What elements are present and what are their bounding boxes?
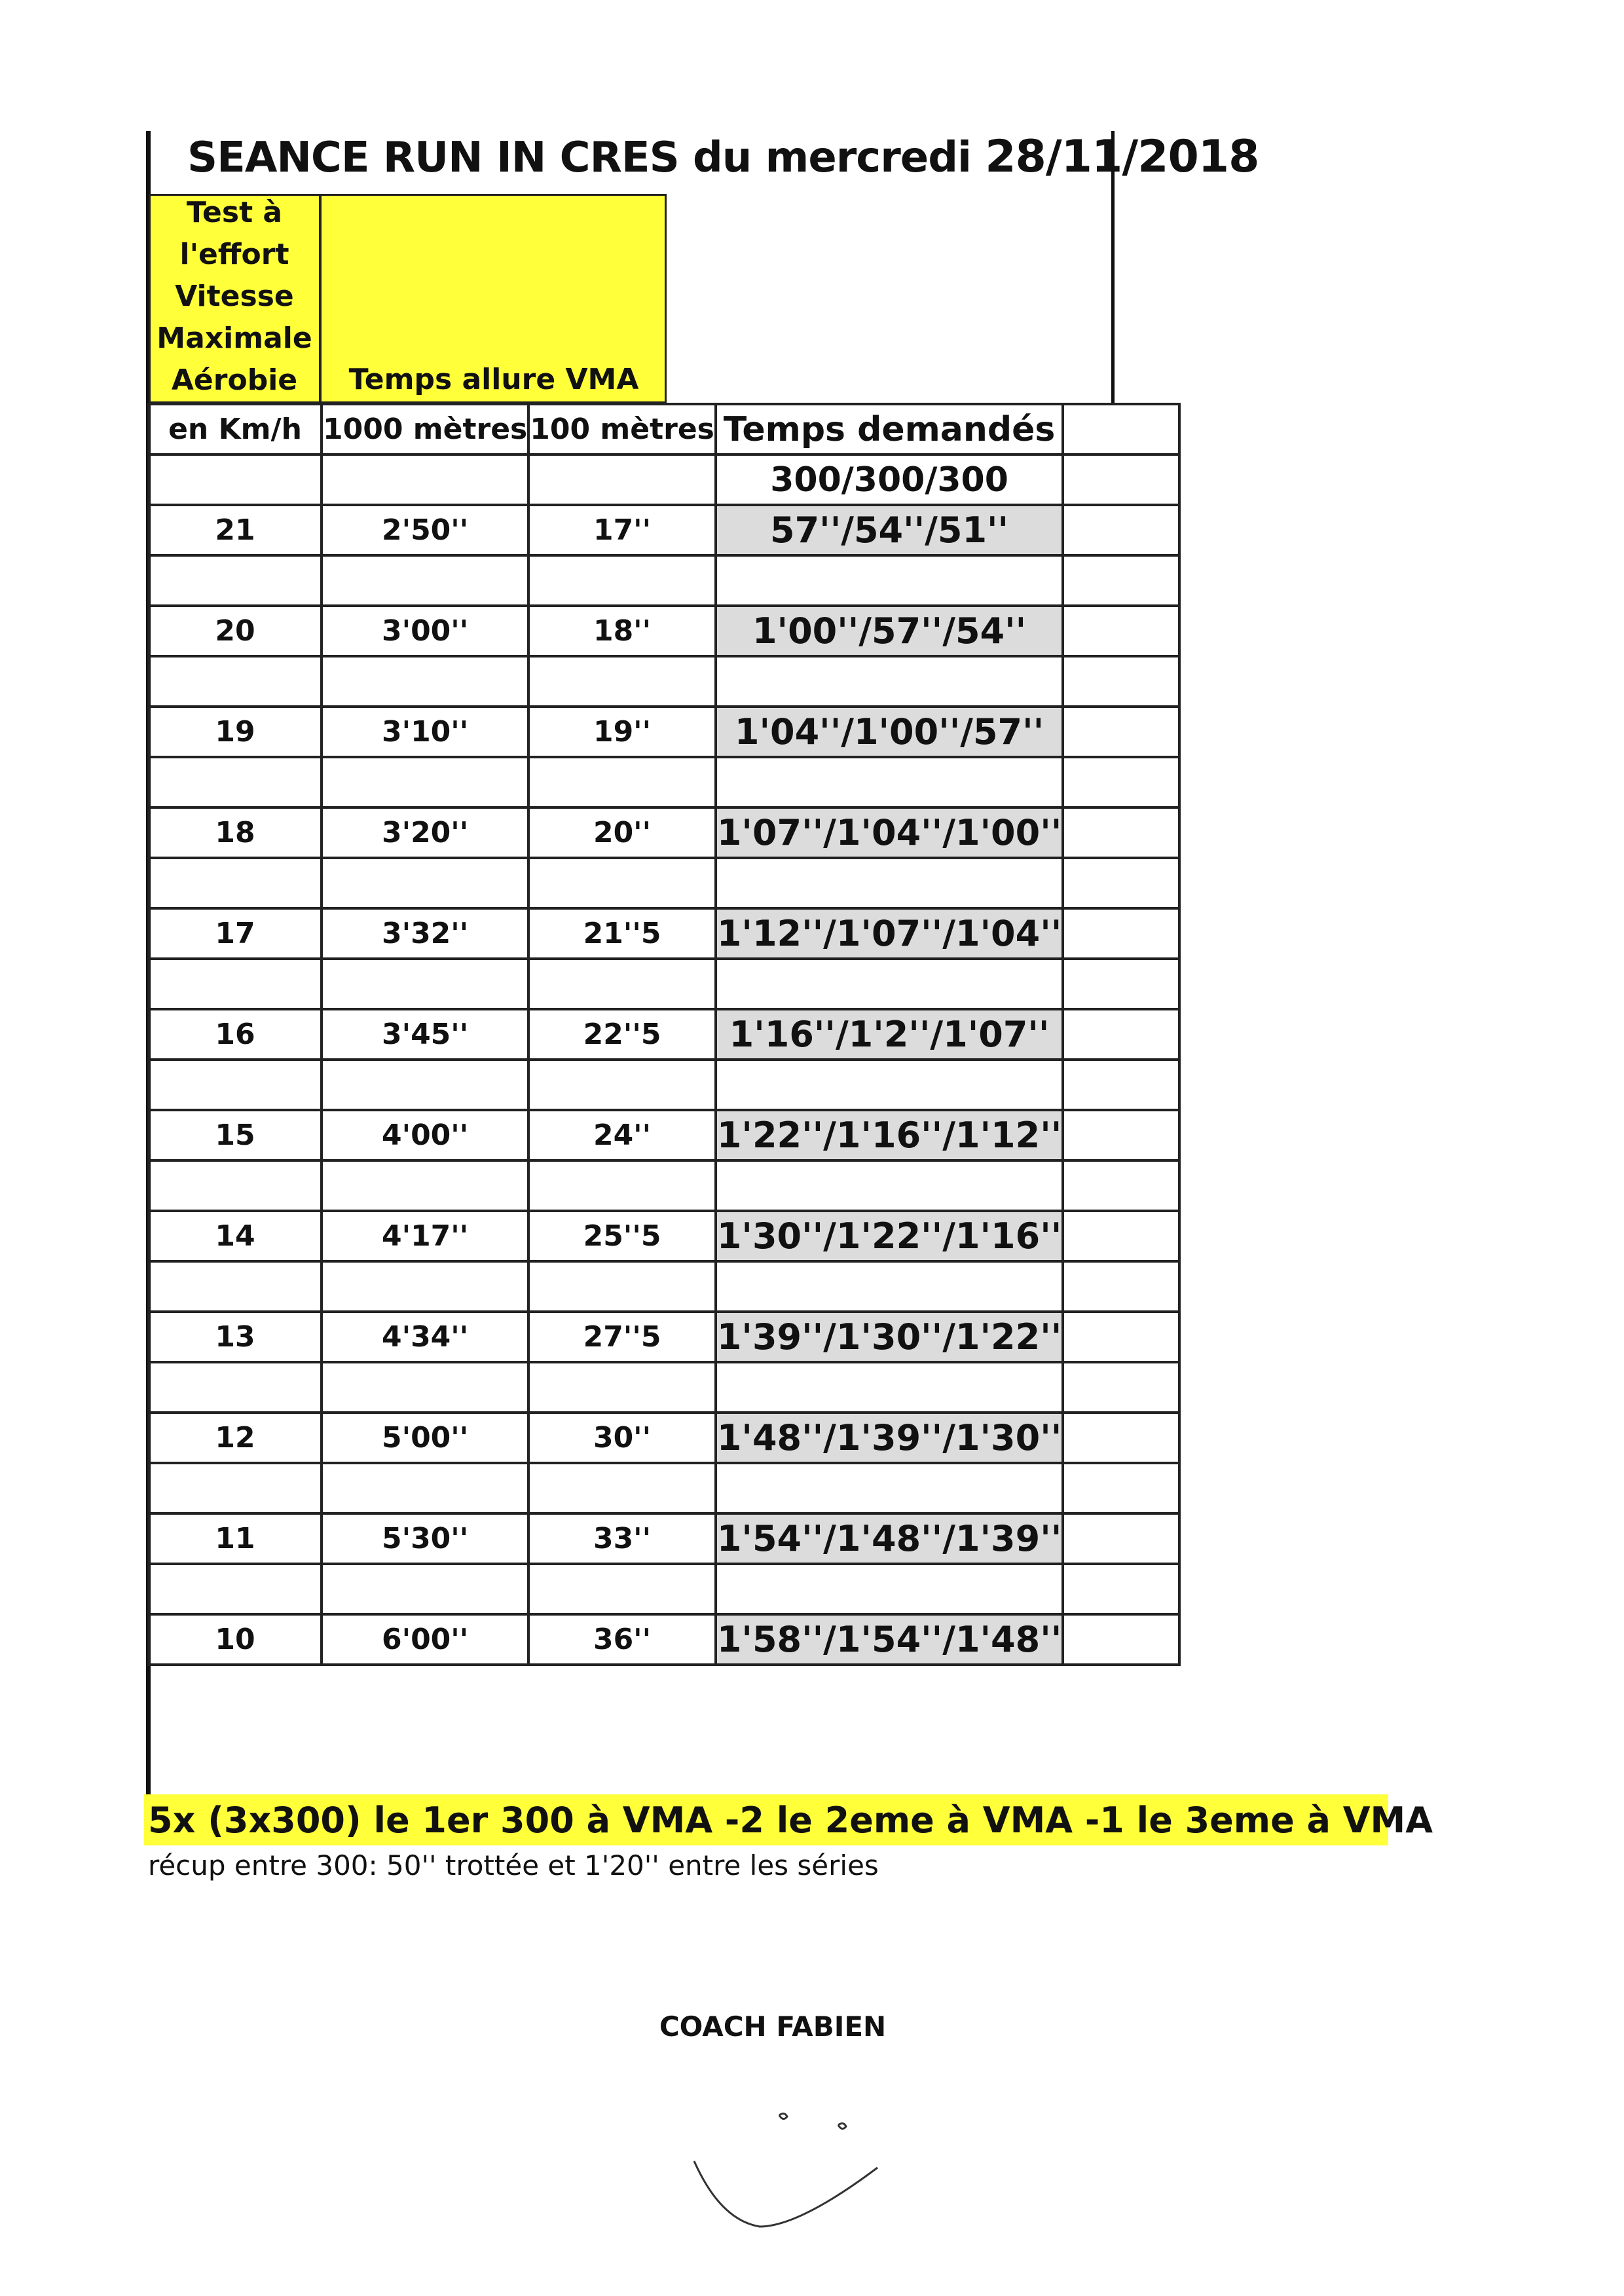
empty-cell <box>1063 858 1179 908</box>
empty-cell <box>1063 1160 1179 1211</box>
header-required-times: Temps demandés <box>716 404 1063 454</box>
speed-cell: 12 <box>149 1413 322 1463</box>
required-times-cell: 1'54''/1'48''/1'39'' <box>716 1513 1063 1564</box>
header-line: l'effort <box>179 238 289 271</box>
table-row <box>149 908 1179 959</box>
table-row <box>149 1312 1179 1362</box>
spacer-row <box>149 1060 1179 1110</box>
header-speed: en Km/h <box>149 404 322 454</box>
required-times-cell: 1'39''/1'30''/1'22'' <box>716 1312 1063 1362</box>
spacer-row <box>149 858 1179 908</box>
table-row <box>149 1513 1179 1564</box>
speed-cell: 17 <box>149 908 322 959</box>
spacer-row <box>149 1261 1179 1312</box>
speed-cell: 19 <box>149 707 322 757</box>
empty-cell <box>322 959 528 1009</box>
pace-1000m-cell: 3'10'' <box>322 707 528 757</box>
header-line: Aérobie <box>171 363 298 397</box>
empty-cell <box>716 858 1063 908</box>
empty-cell <box>528 757 716 807</box>
empty-cell <box>149 858 322 908</box>
empty-cell <box>1063 555 1179 606</box>
spacer-row <box>149 1564 1179 1614</box>
subheader-cell <box>528 454 716 505</box>
extra-cell <box>1063 606 1179 656</box>
empty-cell <box>322 757 528 807</box>
empty-cell <box>528 1463 716 1513</box>
header-line: Maximale <box>157 322 312 355</box>
empty-cell <box>716 1261 1063 1312</box>
pace-1000m-cell: 6'00'' <box>322 1614 528 1665</box>
coach-signature-name: COACH FABIEN <box>659 2010 887 2043</box>
empty-cell <box>528 1060 716 1110</box>
pace-100m-cell: 19'' <box>528 707 716 757</box>
spacer-row <box>149 656 1179 707</box>
speed-cell: 14 <box>149 1211 322 1261</box>
pace-100m-cell: 20'' <box>528 807 716 858</box>
pace-100m-cell: 30'' <box>528 1413 716 1463</box>
empty-cell <box>716 1564 1063 1614</box>
speed-cell: 21 <box>149 505 322 555</box>
recovery-note: récup entre 300: 50'' trottée et 1'20'' entre les séries <box>148 1849 879 1881</box>
table-header-row <box>149 404 1179 454</box>
empty-cell <box>528 1160 716 1211</box>
empty-cell <box>1063 1463 1179 1513</box>
empty-cell <box>528 959 716 1009</box>
page-title <box>187 131 1259 187</box>
required-times-cell: 1'58''/1'54''/1'48'' <box>716 1614 1063 1665</box>
empty-cell <box>149 1261 322 1312</box>
table-subheader-row <box>149 454 1179 505</box>
empty-cell <box>528 1261 716 1312</box>
required-times-cell: 1'30''/1'22''/1'16'' <box>716 1211 1063 1261</box>
empty-cell <box>1063 1564 1179 1614</box>
subheader-distances: 300/300/300 <box>716 454 1063 505</box>
empty-cell <box>716 1160 1063 1211</box>
empty-cell <box>322 1564 528 1614</box>
extra-cell <box>1063 1413 1179 1463</box>
pace-100m-cell: 22''5 <box>528 1009 716 1060</box>
empty-cell <box>528 858 716 908</box>
empty-cell <box>149 555 322 606</box>
table-row <box>149 1614 1179 1665</box>
speed-cell: 16 <box>149 1009 322 1060</box>
pace-100m-cell: 33'' <box>528 1513 716 1564</box>
header-line: Vitesse <box>175 280 294 313</box>
extra-cell <box>1063 1614 1179 1665</box>
empty-cell <box>322 1362 528 1413</box>
empty-cell <box>322 555 528 606</box>
pace-100m-cell: 24'' <box>528 1110 716 1160</box>
empty-cell <box>716 1362 1063 1413</box>
empty-cell <box>1063 656 1179 707</box>
empty-cell <box>322 1463 528 1513</box>
empty-cell <box>322 858 528 908</box>
pace-1000m-cell: 2'50'' <box>322 505 528 555</box>
spacer-row <box>149 1362 1179 1413</box>
subheader-cell <box>322 454 528 505</box>
empty-cell <box>149 1362 322 1413</box>
empty-cell <box>528 1362 716 1413</box>
empty-cell <box>716 757 1063 807</box>
empty-cell <box>1063 1060 1179 1110</box>
required-times-cell: 57''/54''/51'' <box>716 505 1063 555</box>
session-instruction: 5x (3x300) le 1er 300 à VMA -2 le 2eme à VMA -1 le 3eme à VMA <box>148 1800 1433 1841</box>
empty-cell <box>322 656 528 707</box>
handwritten-signature <box>681 2102 917 2246</box>
extra-cell <box>1063 505 1179 555</box>
empty-cell <box>149 1463 322 1513</box>
pace-1000m-cell: 3'32'' <box>322 908 528 959</box>
pace-100m-cell: 18'' <box>528 606 716 656</box>
extra-cell <box>1063 1211 1179 1261</box>
speed-cell: 20 <box>149 606 322 656</box>
empty-cell <box>528 656 716 707</box>
empty-cell <box>716 1060 1063 1110</box>
table-row <box>149 807 1179 858</box>
pace-100m-cell: 17'' <box>528 505 716 555</box>
spacer-row <box>149 959 1179 1009</box>
extra-cell <box>1063 1513 1179 1564</box>
speed-cell: 10 <box>149 1614 322 1665</box>
empty-cell <box>322 1060 528 1110</box>
table-row <box>149 1009 1179 1060</box>
empty-cell <box>1063 1261 1179 1312</box>
speed-cell: 11 <box>149 1513 322 1564</box>
empty-cell <box>528 1564 716 1614</box>
required-times-cell: 1'22''/1'16''/1'12'' <box>716 1110 1063 1160</box>
pace-1000m-cell: 3'00'' <box>322 606 528 656</box>
empty-cell <box>1063 959 1179 1009</box>
table-row <box>149 1110 1179 1160</box>
extra-cell <box>1063 807 1179 858</box>
empty-cell <box>716 1463 1063 1513</box>
header-1000m: 1000 mètres <box>322 404 528 454</box>
pace-100m-cell: 36'' <box>528 1614 716 1665</box>
pace-1000m-cell: 4'00'' <box>322 1110 528 1160</box>
spacer-row <box>149 1160 1179 1211</box>
empty-cell <box>322 1160 528 1211</box>
empty-cell <box>528 555 716 606</box>
table-row <box>149 707 1179 757</box>
table-row <box>149 1211 1179 1261</box>
header-100m: 100 mètres <box>528 404 716 454</box>
pace-1000m-cell: 5'30'' <box>322 1513 528 1564</box>
empty-cell <box>149 1060 322 1110</box>
header-vma-test-label <box>151 191 318 402</box>
title-main: SEANCE RUN IN CRES du mercredi <box>187 134 971 182</box>
pace-100m-cell: 27''5 <box>528 1312 716 1362</box>
subheader-cell <box>1063 454 1179 505</box>
extra-cell <box>1063 908 1179 959</box>
spacer-row <box>149 757 1179 807</box>
table-row <box>149 505 1179 555</box>
extra-cell <box>1063 1110 1179 1160</box>
empty-cell <box>716 656 1063 707</box>
pace-1000m-cell: 5'00'' <box>322 1413 528 1463</box>
pace-table-body <box>149 404 1179 1665</box>
empty-cell <box>149 1160 322 1211</box>
pace-1000m-cell: 3'45'' <box>322 1009 528 1060</box>
speed-cell: 13 <box>149 1312 322 1362</box>
spacer-row <box>149 1463 1179 1513</box>
required-times-cell: 1'04''/1'00''/57'' <box>716 707 1063 757</box>
header-line: Test à <box>186 196 283 229</box>
table-row <box>149 606 1179 656</box>
empty-cell <box>149 959 322 1009</box>
extra-cell <box>1063 707 1179 757</box>
subheader-cell <box>149 454 322 505</box>
pace-1000m-cell: 4'34'' <box>322 1312 528 1362</box>
header-extra <box>1063 404 1179 454</box>
required-times-cell: 1'12''/1'07''/1'04'' <box>716 908 1063 959</box>
empty-cell <box>1063 757 1179 807</box>
pace-1000m-cell: 4'17'' <box>322 1211 528 1261</box>
speed-cell: 15 <box>149 1110 322 1160</box>
empty-cell <box>1063 1362 1179 1413</box>
spacer-row <box>149 555 1179 606</box>
pace-100m-cell: 21''5 <box>528 908 716 959</box>
empty-cell <box>149 656 322 707</box>
required-times-cell: 1'48''/1'39''/1'30'' <box>716 1413 1063 1463</box>
table-row <box>149 1413 1179 1463</box>
empty-cell <box>716 555 1063 606</box>
required-times-cell: 1'00''/57''/54'' <box>716 606 1063 656</box>
empty-cell <box>322 1261 528 1312</box>
pace-1000m-cell: 3'20'' <box>322 807 528 858</box>
pace-table <box>147 403 1181 1666</box>
extra-cell <box>1063 1312 1179 1362</box>
required-times-cell: 1'07''/1'04''/1'00'' <box>716 807 1063 858</box>
empty-cell <box>149 1564 322 1614</box>
header-vma-pace-label: Temps allure VMA <box>348 363 639 396</box>
required-times-cell: 1'16''/1'2''/1'07'' <box>716 1009 1063 1060</box>
empty-cell <box>716 959 1063 1009</box>
title-date: 28/11/2018 <box>985 131 1259 183</box>
extra-cell <box>1063 1009 1179 1060</box>
pace-100m-cell: 25''5 <box>528 1211 716 1261</box>
empty-cell <box>149 757 322 807</box>
speed-cell: 18 <box>149 807 322 858</box>
